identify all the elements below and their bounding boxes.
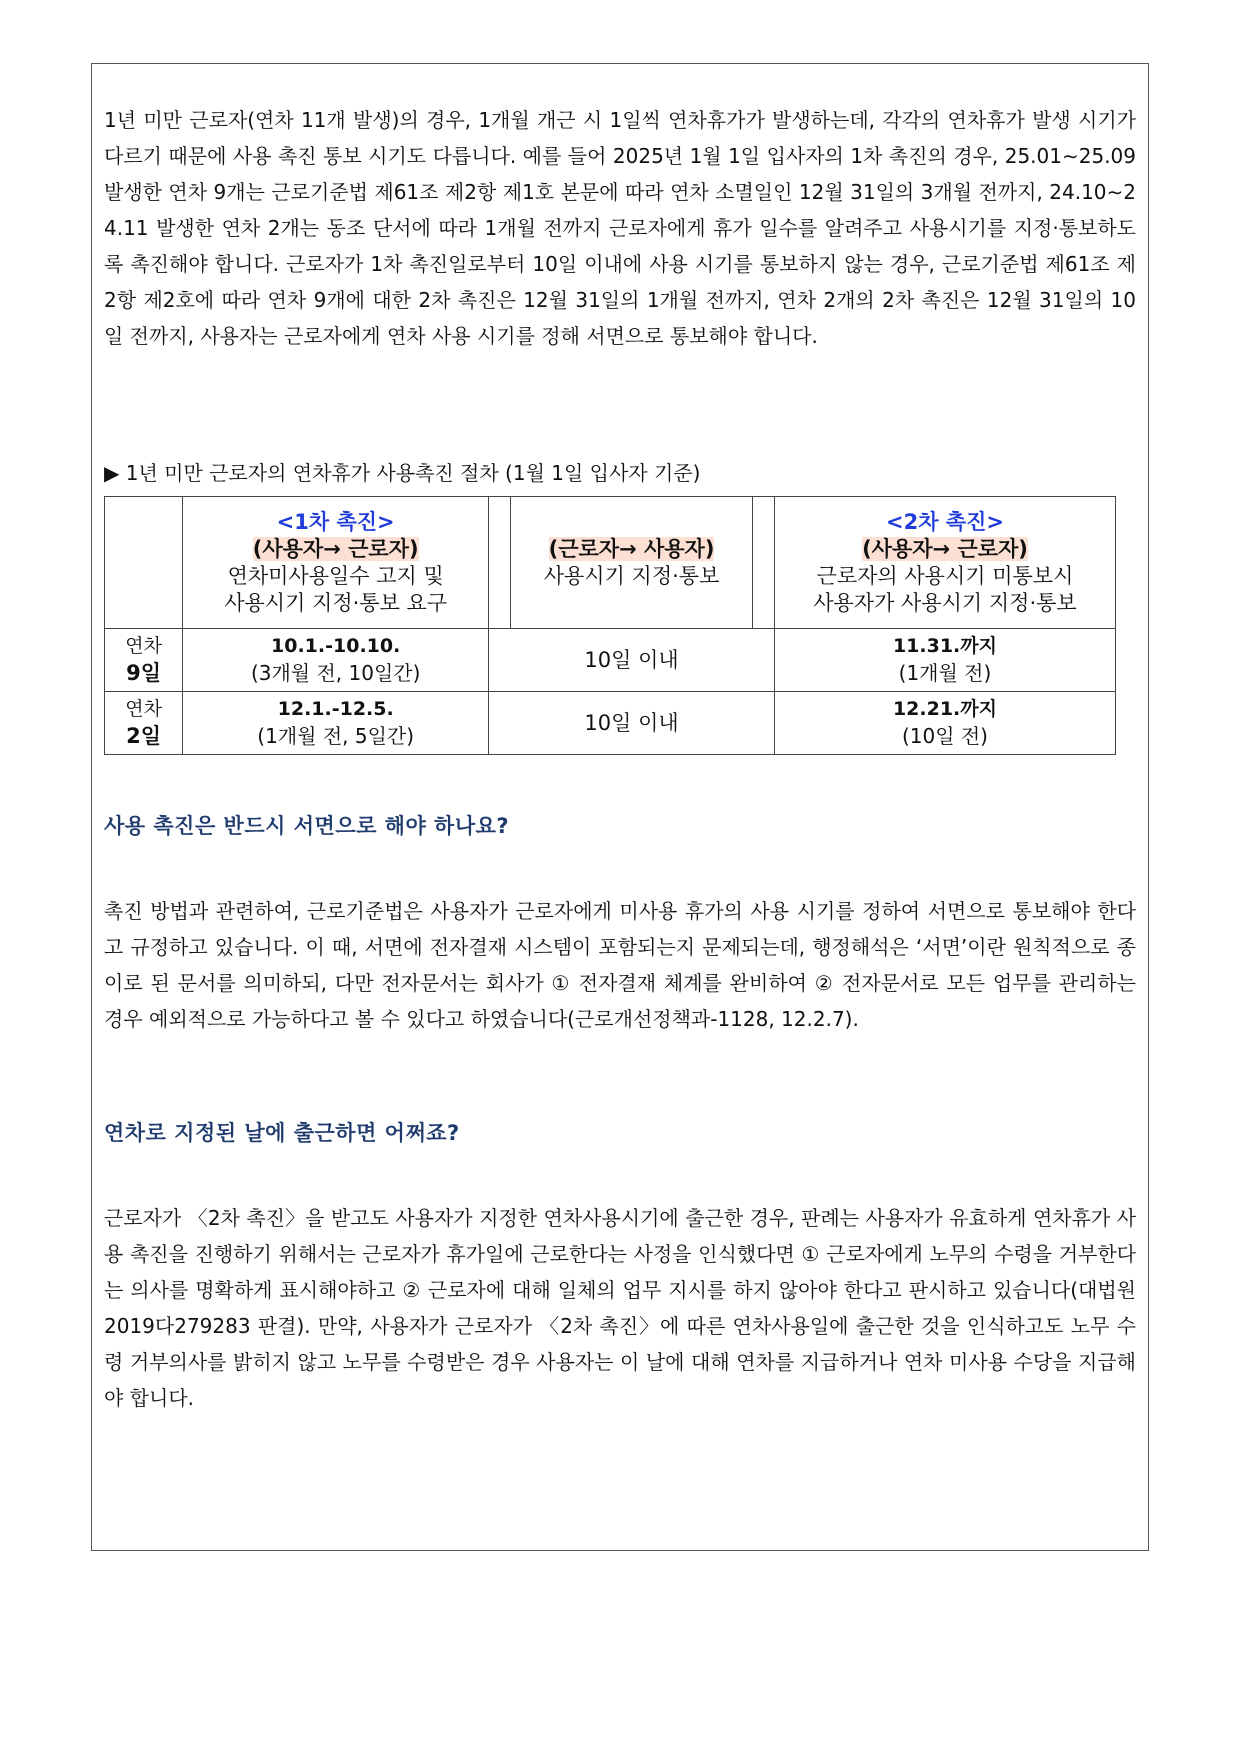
stage1-note: (1개월 전, 5일간) — [257, 724, 415, 748]
spacer-cell — [489, 497, 511, 629]
stage1-desc-line2: 사용시기 지정·통보 요구 — [224, 590, 448, 615]
row-label — [105, 692, 183, 755]
worker-period: 10일 이내 — [489, 692, 775, 755]
worker-period: 10일 이내 — [489, 629, 775, 692]
row-label-bottom: 9일 — [126, 661, 162, 685]
document-frame — [91, 63, 1149, 1551]
stage2-note: (10일 전) — [901, 724, 988, 748]
stage1-date: 10.1.-10.10. — [271, 635, 401, 657]
row-label-bottom: 2일 — [126, 724, 162, 748]
stage1-direction: (사용자→ 근로자) — [252, 536, 419, 561]
row-label-top: 연차 — [125, 635, 162, 657]
table-row — [105, 692, 1116, 755]
stage1-note: (3개월 전, 10일간) — [250, 661, 421, 685]
stage1-cell — [183, 629, 489, 692]
stage2-desc-line2: 사용자가 사용시기 지정·통보 — [813, 590, 1077, 615]
section2-body: 근로자가 〈2차 촉진〉을 받고도 사용자가 지정한 연차사용시기에 출근한 경우, 판례는 사용자가 유효하게 연차휴가 사용 촉진을 진행하기 위해서는 근로자가 휴가일에 근로한다는 사정을 인식했다면 ① 근로자에게 노무의 수령을 거부한다는 의사를 명확하게 표시해야하고 ② 근로자에 대해 일체의 업무 지시를 하지 않아야 한다고 판시하고 있습니다(대법원 2019다279283 판결). 만약, 사용자가 근로자가 〈2차 촉진〉에 따른 연차사용일에 출근한 것을 인식하고도 노무 수령 거부의사를 밝히지 않고 노무를 수령받은 경우 사용자는 이 날에 대해 연차를 지급하거나 연차 미사용 수당을 지급해야 합니다. — [104, 1206, 1136, 1410]
stage1-title: <1차 촉진> — [276, 509, 395, 534]
spacer-cell — [752, 497, 774, 629]
section1-heading: 사용 촉진은 반드시 서면으로 해야 하나요? — [104, 814, 510, 838]
stage2-note: (1개월 전) — [898, 661, 992, 685]
section2-heading: 연차로 지정된 날에 출근하면 어쩌죠? — [104, 1121, 460, 1145]
stage2-date: 12.21.까지 — [892, 698, 997, 720]
table-header-row — [105, 497, 1116, 629]
worker-desc: 사용시기 지정·통보 — [543, 563, 720, 588]
stage2-header — [774, 497, 1115, 629]
table-row — [105, 629, 1116, 692]
table-caption: ▶ 1년 미만 근로자의 연차휴가 사용촉진 절차 (1월 1일 입사자 기준) — [104, 461, 701, 485]
stage2-date: 11.31.까지 — [892, 635, 997, 657]
worker-header — [511, 497, 753, 629]
row-label-top: 연차 — [125, 698, 162, 720]
stage1-cell — [183, 692, 489, 755]
stage2-cell — [774, 692, 1115, 755]
stage2-title: <2차 촉진> — [885, 509, 1004, 534]
stage2-desc-line1: 근로자의 사용시기 미통보시 — [816, 563, 1074, 588]
stage2-cell — [774, 629, 1115, 692]
procedure-table — [104, 496, 1116, 755]
header-empty-cell — [105, 497, 183, 629]
stage1-date: 12.1.-12.5. — [277, 698, 394, 720]
section1-body: 촉진 방법과 관련하여, 근로기준법은 사용자가 근로자에게 미사용 휴가의 사용 시기를 정하여 서면으로 통보해야 한다고 규정하고 있습니다. 이 때, 서면에 전자결재 시스템이 포함되는지 문제되는데, 행정해석은 ‘서면’이란 원칙적으로 종이로 된 문서를 의미하되, 다만 전자문서는 회사가 ① 전자결재 체계를 완비하여 ② 전자문서로 모든 업무를 관리하는 경우 예외적으로 가능하다고 볼 수 있다고 하였습니다(근로개선정책과-1128, 12.2.7). — [104, 899, 1136, 1031]
stage1-header — [183, 497, 489, 629]
intro-paragraph: 1년 미만 근로자(연차 11개 발생)의 경우, 1개월 개근 시 1일씩 연차휴가가 발생하는데, 각각의 연차휴가 발생 시기가 다르기 때문에 사용 촉진 통보 시기도 다릅니다. 예를 들어 2025년 1월 1일 입사자의 1차 촉진의 경우, 25.01∼25.09 발생한 연차 9개는 근로기준법 제61조 제2항 제1호 본문에 따라 연차 소멸일인 12월 31일의 3개월 전까지, 24.10∼24.11 발생한 연차 2개는 동조 단서에 따라 1개월 전까지 근로자에게 휴가 일수를 알려주고 사용시기를 지정·통보하도록 촉진해야 합니다. 근로자가 1차 촉진일로부터 10일 이내에 사용 시기를 통보하지 않는 경우, 근로기준법 제61조 제2항 제2호에 따라 연차 9개에 대한 2차 촉진은 12월 31일의 1개월 전까지, 연차 2개의 2차 촉진은 12월 31일의 10일 전까지, 사용자는 근로자에게 연차 사용 시기를 정해 서면으로 통보해야 합니다. — [104, 108, 1136, 348]
stage2-direction: (사용자→ 근로자) — [862, 536, 1028, 561]
row-label — [105, 629, 183, 692]
stage1-desc-line1: 연차미사용일수 고지 및 — [227, 563, 444, 588]
worker-direction: (근로자→ 사용자) — [548, 536, 715, 561]
